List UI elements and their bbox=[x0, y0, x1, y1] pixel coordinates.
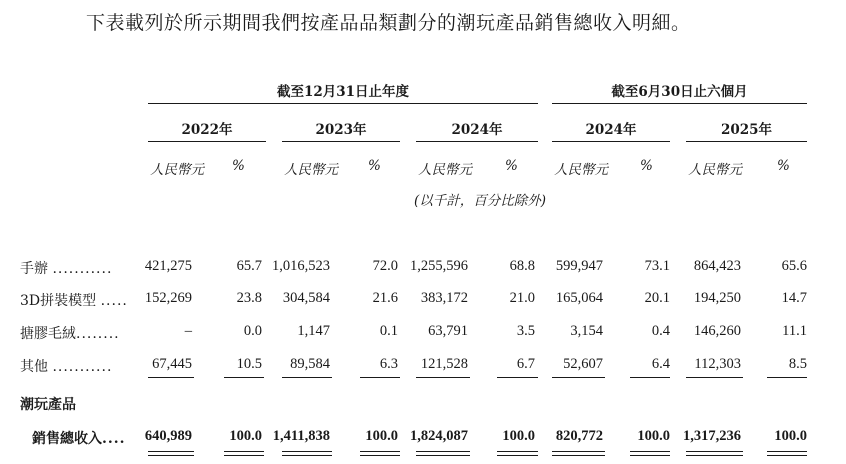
total-cell: 1,317,236 bbox=[683, 428, 741, 444]
table-cell: 73.1 bbox=[644, 258, 670, 274]
total-double-rule bbox=[148, 451, 194, 452]
total-cell: 640,989 bbox=[144, 428, 192, 444]
total-double-rule bbox=[282, 455, 332, 456]
table-cell: 194,250 bbox=[693, 290, 741, 306]
total-cell: 1,824,087 bbox=[410, 428, 468, 444]
total-double-rule bbox=[416, 451, 470, 452]
table-cell: 63,791 bbox=[428, 323, 468, 339]
table-cell: 0.1 bbox=[379, 323, 398, 339]
subtotal-rule bbox=[630, 377, 670, 378]
table-cell: 0.0 bbox=[243, 323, 262, 339]
total-cell: 100.0 bbox=[365, 428, 398, 444]
total-double-rule bbox=[552, 455, 605, 456]
table-cell: 304,584 bbox=[282, 290, 330, 306]
year-header-2024-interim: 2024年 bbox=[585, 122, 637, 138]
total-double-rule bbox=[360, 455, 400, 456]
table-cell: 121,528 bbox=[420, 356, 468, 372]
table-cell: 20.1 bbox=[644, 290, 670, 306]
total-cell: 100.0 bbox=[637, 428, 670, 444]
year-rule bbox=[148, 141, 266, 142]
table-cell: 421,275 bbox=[144, 258, 192, 274]
table-cell: 1,255,596 bbox=[410, 258, 468, 274]
total-double-rule bbox=[686, 455, 743, 456]
year-header-2025-interim: 2025年 bbox=[720, 122, 773, 138]
row-label-vinyl-plush: 搪膠毛絨........ bbox=[20, 326, 120, 342]
total-double-rule bbox=[497, 455, 538, 456]
table-cell: 383,172 bbox=[420, 290, 468, 306]
table-cell: 3.5 bbox=[516, 323, 535, 339]
subtotal-rule bbox=[552, 377, 605, 378]
table-cell: 6.3 bbox=[379, 356, 398, 372]
table-cell: 146,260 bbox=[693, 323, 741, 339]
year-rule bbox=[282, 141, 400, 142]
table-cell: 52,607 bbox=[563, 356, 603, 372]
subtotal-rule bbox=[148, 377, 194, 378]
year-rule bbox=[552, 141, 670, 142]
table-cell: 864,423 bbox=[693, 258, 741, 274]
table-cell: 21.0 bbox=[509, 290, 535, 306]
total-double-rule bbox=[686, 451, 743, 452]
subtotal-rule bbox=[767, 377, 807, 378]
total-double-rule bbox=[224, 455, 264, 456]
unit-amount: 人民幣元 bbox=[554, 162, 608, 178]
total-double-rule bbox=[630, 451, 670, 452]
intro-text: 下表載列於所示期間我們按產品品類劃分的潮玩產品銷售總收入明細。 bbox=[86, 12, 691, 34]
row-label-figures: 手辦 ........... bbox=[20, 261, 113, 277]
table-cell: 21.6 bbox=[372, 290, 398, 306]
table-cell: 1,147 bbox=[297, 323, 330, 339]
total-cell: 100.0 bbox=[502, 428, 535, 444]
table-cell: 89,584 bbox=[290, 356, 330, 372]
table-cell: 68.8 bbox=[509, 258, 535, 274]
subtotal-rule bbox=[224, 377, 264, 378]
table-cell: 14.7 bbox=[781, 290, 807, 306]
year-header-2023: 2023年 bbox=[315, 122, 367, 138]
total-double-rule bbox=[497, 451, 538, 452]
row-label-3d-models: 3D拼裝模型 ..... bbox=[20, 293, 128, 309]
unit-pct: % bbox=[505, 158, 518, 174]
total-double-rule bbox=[224, 451, 264, 452]
table-cell: 0.4 bbox=[651, 323, 670, 339]
table-cell: 11.1 bbox=[782, 323, 807, 339]
table-cell: 72.0 bbox=[372, 258, 398, 274]
total-cell: 100.0 bbox=[229, 428, 262, 444]
unit-pct: % bbox=[368, 158, 381, 174]
table-cell: 112,303 bbox=[694, 356, 741, 372]
unit-pct: % bbox=[777, 158, 790, 174]
unit-amount: 人民幣元 bbox=[150, 162, 204, 178]
total-double-rule bbox=[552, 451, 605, 452]
total-label-line2: 銷售總收入.... bbox=[32, 431, 126, 447]
total-double-rule bbox=[767, 455, 807, 456]
total-cell: 100.0 bbox=[774, 428, 807, 444]
table-cell: 6.7 bbox=[516, 356, 535, 372]
table-cell: 23.8 bbox=[236, 290, 262, 306]
unit-amount: 人民幣元 bbox=[688, 162, 742, 178]
year-rule bbox=[686, 141, 807, 142]
table-cell: 10.5 bbox=[236, 356, 262, 372]
table-cell: 67,445 bbox=[152, 356, 192, 372]
table-cell: 65.6 bbox=[781, 258, 807, 274]
total-double-rule bbox=[360, 451, 400, 452]
table-cell: 599,947 bbox=[555, 258, 603, 274]
subtotal-rule bbox=[282, 377, 332, 378]
table-cell: 8.5 bbox=[788, 356, 807, 372]
subtotal-rule bbox=[360, 377, 400, 378]
table-cell: 152,269 bbox=[144, 290, 192, 306]
subtotal-rule bbox=[497, 377, 538, 378]
total-double-rule bbox=[148, 455, 194, 456]
units-note: (以千計，百分比除外) bbox=[414, 193, 547, 209]
total-double-rule bbox=[767, 451, 807, 452]
group-rule-interim bbox=[552, 103, 807, 104]
unit-pct: % bbox=[640, 158, 653, 174]
total-cell: 820,772 bbox=[555, 428, 603, 444]
year-rule bbox=[416, 141, 538, 142]
unit-amount: 人民幣元 bbox=[418, 162, 472, 178]
total-double-rule bbox=[282, 451, 332, 452]
subtotal-rule bbox=[416, 377, 470, 378]
table-cell: 3,154 bbox=[570, 323, 603, 339]
table-cell: 1,016,523 bbox=[272, 258, 330, 274]
total-double-rule bbox=[416, 455, 470, 456]
group-rule-annual bbox=[148, 103, 538, 104]
total-label-line1: 潮玩產品 bbox=[20, 397, 76, 413]
total-double-rule bbox=[630, 455, 670, 456]
table-cell: 6.4 bbox=[651, 356, 670, 372]
row-label-others: 其他 ........... bbox=[20, 359, 113, 375]
table-cell: 165,064 bbox=[555, 290, 603, 306]
year-header-2022: 2022年 bbox=[181, 122, 233, 138]
year-header-2024: 2024年 bbox=[451, 122, 503, 138]
subtotal-rule bbox=[686, 377, 743, 378]
unit-amount: 人民幣元 bbox=[284, 162, 338, 178]
total-cell: 1,411,838 bbox=[272, 428, 330, 444]
group-header-annual: 截至12月31日止年度 bbox=[276, 84, 410, 100]
unit-pct: % bbox=[232, 158, 245, 174]
table-cell: 65.7 bbox=[236, 258, 262, 274]
group-header-interim: 截至6月30日止六個月 bbox=[611, 84, 748, 100]
table-cell: – bbox=[184, 323, 192, 339]
